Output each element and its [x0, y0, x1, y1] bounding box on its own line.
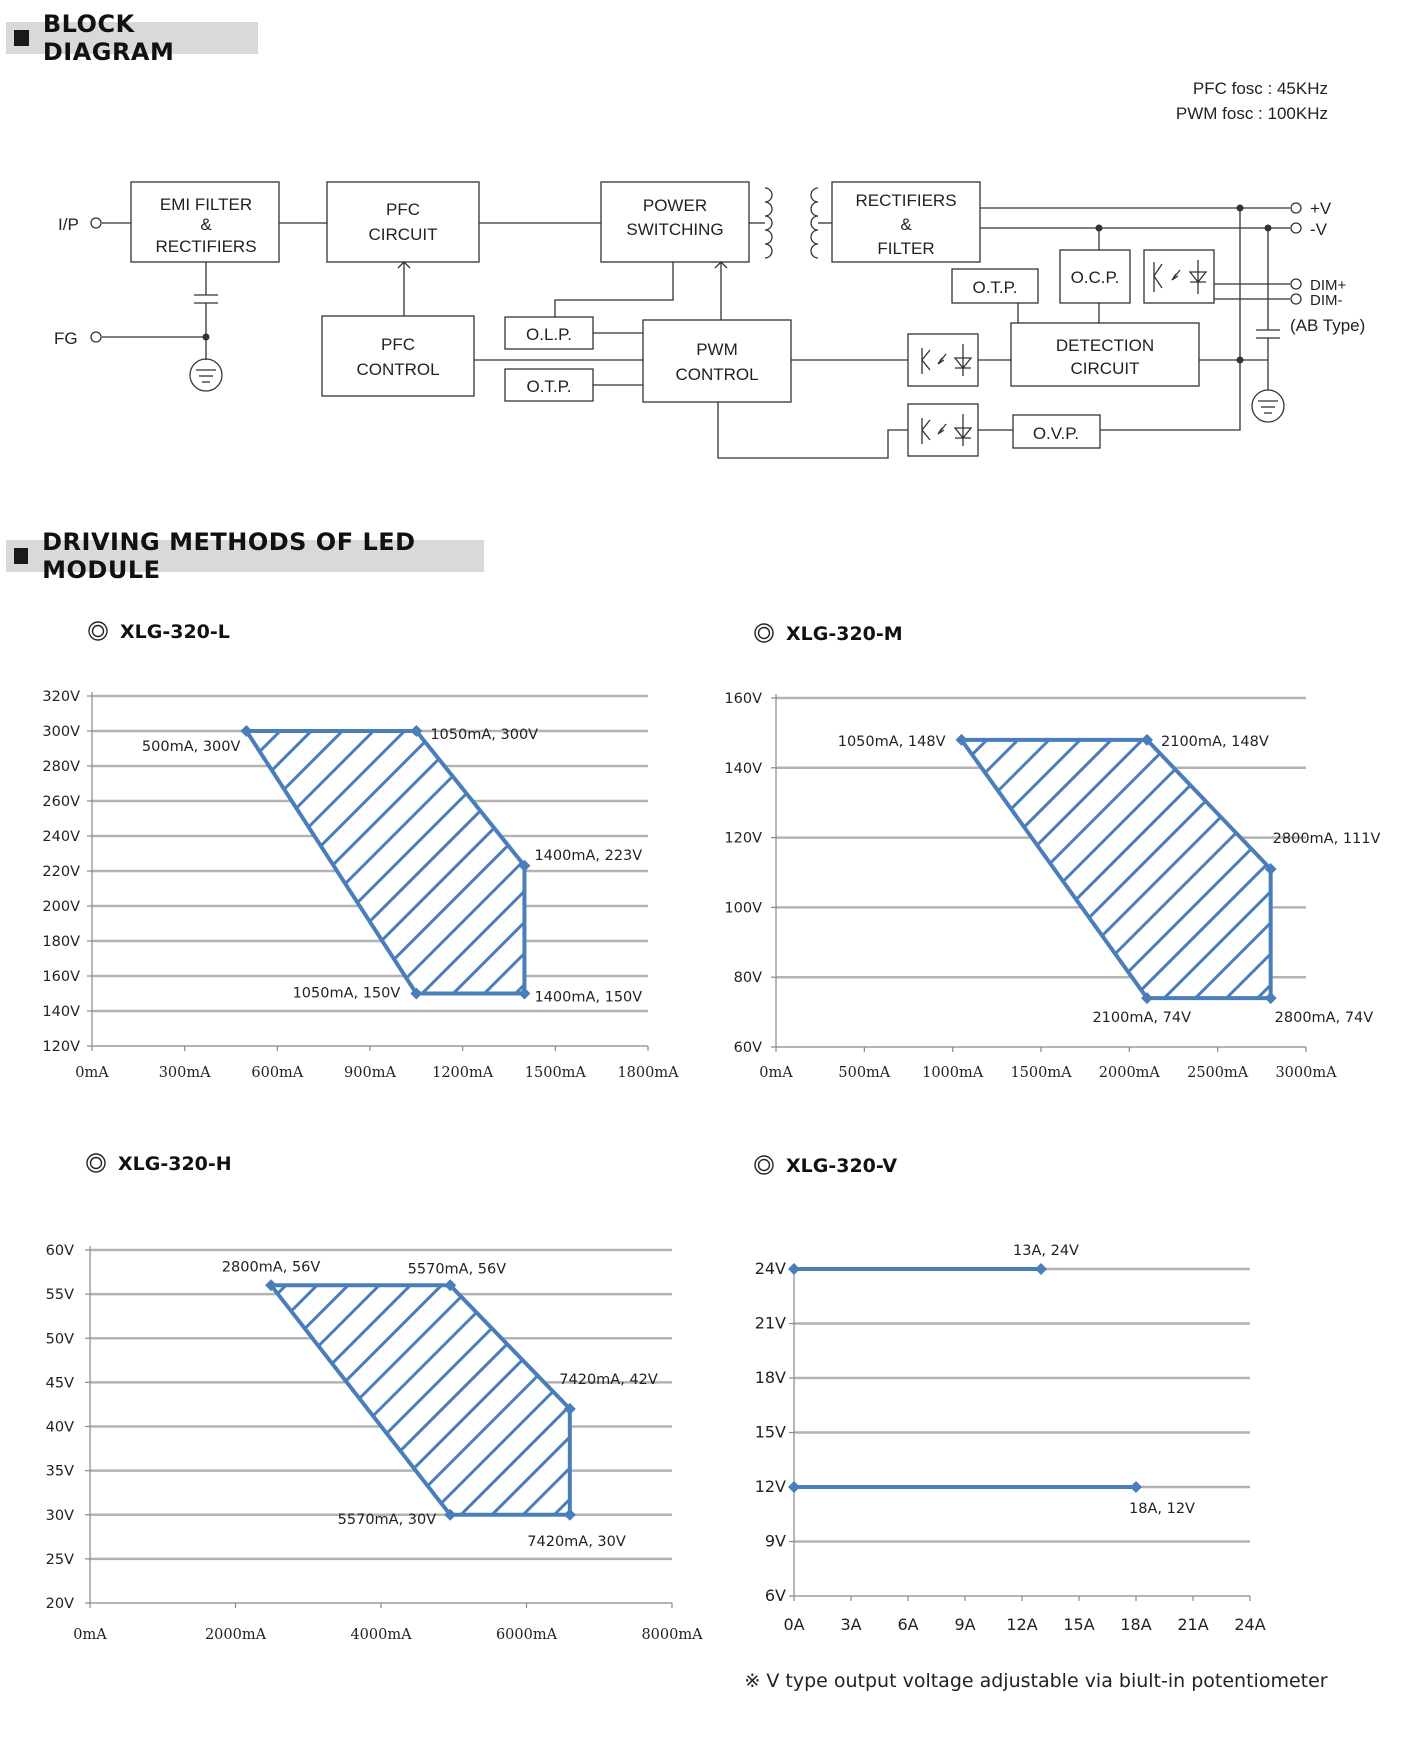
icon-outer-ring	[755, 1156, 773, 1174]
y-tick-label: 35V	[45, 1463, 74, 1480]
chart-xlg-320-h	[46, 1153, 703, 1643]
dimplus-terminal-label: DIM+	[1310, 277, 1347, 294]
x-tick-label: 8000mA	[641, 1627, 703, 1643]
pfc-circuit-line2: CIRCUIT	[368, 225, 438, 244]
icon-outer-ring	[87, 1154, 105, 1172]
y-tick-label: 20V	[45, 1596, 74, 1612]
y-tick-label: 9V	[764, 1531, 786, 1551]
vplus-terminal-label: +V	[1310, 199, 1332, 218]
x-tick-label: 0mA	[759, 1065, 793, 1081]
operating-region	[246, 731, 524, 994]
pwm-control-line2: CONTROL	[675, 365, 759, 384]
y-tick-label: 140V	[42, 1004, 80, 1020]
emi-label-line1: EMI FILTER	[159, 195, 253, 214]
x-tick-label: 1000mA	[922, 1065, 984, 1081]
data-point-label: 500mA, 300V	[141, 739, 241, 755]
data-point-label: 2800mA, 56V	[221, 1259, 321, 1276]
x-tick-label: 21A	[1177, 1615, 1209, 1634]
y-tick-label: 120V	[724, 830, 762, 847]
y-tick-label: 40V	[45, 1419, 74, 1436]
x-tick-label: 2000mA	[1098, 1065, 1160, 1081]
detection-line2: CIRCUIT	[1070, 359, 1140, 378]
operating-region	[271, 1285, 570, 1514]
data-point-label: 1400mA, 223V	[534, 847, 643, 864]
x-tick-label: 3000mA	[1275, 1065, 1337, 1081]
y-tick-label: 25V	[45, 1551, 74, 1568]
x-tick-label: 0mA	[73, 1627, 107, 1643]
x-tick-label: 1800mA	[617, 1065, 679, 1081]
y-tick-label: 30V	[45, 1507, 74, 1524]
double-circle-icon	[87, 1154, 105, 1172]
data-point-label: 1050mA, 148V	[837, 733, 946, 750]
chart-title: XLG-320-L	[120, 621, 230, 643]
data-point-label: 5570mA, 30V	[337, 1511, 437, 1528]
transformer-icon	[765, 188, 818, 258]
data-point-marker	[1130, 1481, 1142, 1493]
pwm-control-block	[643, 320, 791, 402]
y-tick-label: 60V	[45, 1243, 74, 1259]
otp-left-block	[505, 369, 593, 401]
data-point-label: 1050mA, 300V	[430, 727, 539, 743]
x-tick-label: 6A	[897, 1615, 919, 1634]
pfc-control-line1: PFC	[381, 335, 415, 354]
chart-title: XLG-320-M	[786, 623, 903, 645]
rect-filter-line2: &	[900, 215, 912, 234]
chart-xlg-320-l	[42, 621, 679, 1081]
data-point-marker	[788, 1263, 800, 1275]
power-switching-block	[601, 182, 749, 262]
x-tick-label: 3A	[840, 1615, 862, 1634]
icon-inner-ring	[759, 628, 770, 639]
fg-terminal-label: FG	[54, 329, 78, 348]
data-point-label: 5570mA, 56V	[407, 1261, 507, 1278]
x-tick-label: 6000mA	[495, 1627, 558, 1643]
rect-filter-line3: FILTER	[877, 239, 935, 258]
icon-inner-ring	[759, 1160, 770, 1171]
x-tick-label: 1200mA	[432, 1065, 494, 1081]
driving-methods-title: DRIVING METHODS OF LED MODULE	[42, 528, 416, 584]
chart-xlg-320-v	[744, 1155, 1327, 1692]
data-point-label: 2100mA, 74V	[1092, 1010, 1191, 1027]
y-tick-label: 60V	[733, 1040, 762, 1056]
x-tick-label: 2000mA	[204, 1627, 267, 1643]
operating-region	[962, 740, 1271, 998]
pfc-circuit-block	[327, 182, 479, 262]
optocoupler-icon	[908, 334, 978, 386]
ovp-block	[1013, 415, 1100, 448]
y-tick-label: 21V	[754, 1313, 786, 1333]
data-point-marker	[1035, 1263, 1047, 1275]
dimminus-terminal-label: DIM-	[1310, 292, 1343, 309]
olp-label: O.L.P.	[526, 325, 572, 344]
y-tick-label: 260V	[42, 794, 80, 810]
rectifiers-filter-block	[832, 182, 980, 262]
ab-type-label: (AB Type)	[1290, 316, 1366, 335]
chart-xlg-320-m	[724, 623, 1380, 1081]
power-switching-line2: SWITCHING	[626, 220, 724, 239]
x-tick-label: 500mA	[838, 1065, 891, 1081]
data-point-label: 7420mA, 42V	[559, 1371, 658, 1388]
y-tick-label: 80V	[733, 970, 762, 987]
chart-title: XLG-320-V	[786, 1155, 898, 1177]
pwm-control-line1: PWM	[696, 340, 738, 359]
data-point-label: 2100mA, 148V	[1161, 733, 1269, 750]
y-tick-label: 160V	[42, 969, 80, 985]
x-tick-label: 2500mA	[1187, 1065, 1249, 1081]
pfc-control-block	[322, 316, 474, 396]
y-tick-label: 180V	[42, 934, 80, 950]
block-diagram	[54, 79, 1365, 458]
double-circle-icon	[755, 1156, 773, 1174]
y-tick-label: 15V	[754, 1422, 786, 1442]
data-point-marker	[788, 1481, 800, 1493]
data-point-label: 2800mA, 74V	[1274, 1010, 1374, 1027]
icon-inner-ring	[91, 1158, 102, 1169]
data-point-label: 2800mA, 111V	[1272, 831, 1381, 848]
x-tick-label: 600mA	[251, 1065, 304, 1081]
y-tick-label: 24V	[754, 1259, 786, 1278]
y-tick-label: 120V	[42, 1039, 80, 1055]
data-point-label: 1050mA, 150V	[292, 985, 401, 1002]
y-tick-label: 240V	[42, 829, 80, 845]
x-tick-label: 24A	[1234, 1615, 1266, 1634]
optocoupler-icon	[908, 404, 978, 456]
block-diagram-title: BLOCK DIAGRAM	[42, 10, 175, 66]
ip-terminal-label: I/P	[58, 215, 79, 234]
series-end-label: 18A, 12V	[1129, 1501, 1195, 1517]
rect-filter-line1: RECTIFIERS	[855, 191, 957, 210]
double-circle-icon	[755, 624, 773, 642]
y-tick-label: 200V	[42, 899, 80, 915]
double-circle-icon	[89, 622, 107, 640]
detection-circuit-block	[1011, 323, 1199, 386]
x-tick-label: 0A	[783, 1615, 805, 1634]
detection-line1: DETECTION	[1055, 336, 1155, 355]
data-point-label: 7420mA, 30V	[527, 1533, 626, 1550]
x-tick-label: 0mA	[75, 1065, 109, 1081]
x-tick-label: 1500mA	[524, 1065, 586, 1081]
y-tick-label: 320V	[42, 689, 80, 705]
icon-outer-ring	[755, 624, 773, 642]
series-end-label: 13A, 24V	[1013, 1243, 1079, 1259]
otp-right-block	[952, 269, 1038, 303]
y-tick-label: 6V	[764, 1586, 786, 1605]
y-tick-label: 45V	[45, 1375, 74, 1392]
y-tick-label: 300V	[42, 724, 80, 740]
y-tick-label: 100V	[724, 900, 762, 917]
optocoupler-icon	[1144, 250, 1214, 303]
x-tick-label: 900mA	[344, 1065, 396, 1081]
icon-outer-ring	[89, 622, 107, 640]
icon-inner-ring	[93, 626, 104, 637]
olp-block	[505, 317, 593, 349]
x-tick-label: 300mA	[158, 1065, 211, 1081]
pfc-circuit-line1: PFC	[386, 200, 420, 219]
ovp-label: O.V.P.	[1032, 424, 1080, 443]
otp-right-label: O.T.P.	[972, 278, 1018, 297]
x-tick-label: 1500mA	[1010, 1065, 1072, 1081]
vminus-terminal-label: -V	[1310, 220, 1327, 239]
y-tick-label: 50V	[45, 1331, 74, 1348]
x-tick-label: 15A	[1063, 1615, 1095, 1634]
power-switching-line1: POWER	[642, 196, 708, 215]
pfc-frequency-text: PFC fosc : 45KHz	[1192, 79, 1328, 98]
y-tick-label: 140V	[724, 760, 762, 777]
y-tick-label: 18V	[754, 1368, 786, 1387]
v-type-note: ※ V type output voltage adjustable via biult-in potentiometer	[744, 1670, 1328, 1692]
ocp-block	[1060, 250, 1130, 303]
y-tick-label: 280V	[42, 759, 80, 775]
pwm-frequency-text: PWM fosc : 100KHz	[1175, 104, 1328, 123]
emi-label-line2: &	[200, 215, 212, 234]
x-tick-label: 4000mA	[350, 1627, 412, 1643]
y-tick-label: 220V	[42, 864, 80, 880]
y-tick-label: 12V	[754, 1477, 786, 1496]
x-tick-label: 9A	[954, 1615, 976, 1634]
x-tick-label: 18A	[1120, 1615, 1152, 1634]
emi-filter-block	[131, 182, 279, 262]
pfc-control-line2: CONTROL	[356, 360, 440, 379]
otp-left-label: O.T.P.	[526, 377, 572, 396]
emi-label-line3: RECTIFIERS	[155, 237, 257, 256]
y-tick-label: 160V	[724, 691, 762, 707]
y-tick-label: 55V	[45, 1287, 74, 1304]
ocp-label: O.C.P.	[1070, 268, 1120, 287]
chart-title: XLG-320-H	[118, 1153, 232, 1175]
x-tick-label: 12A	[1006, 1615, 1038, 1634]
data-point-label: 1400mA, 150V	[534, 989, 643, 1006]
